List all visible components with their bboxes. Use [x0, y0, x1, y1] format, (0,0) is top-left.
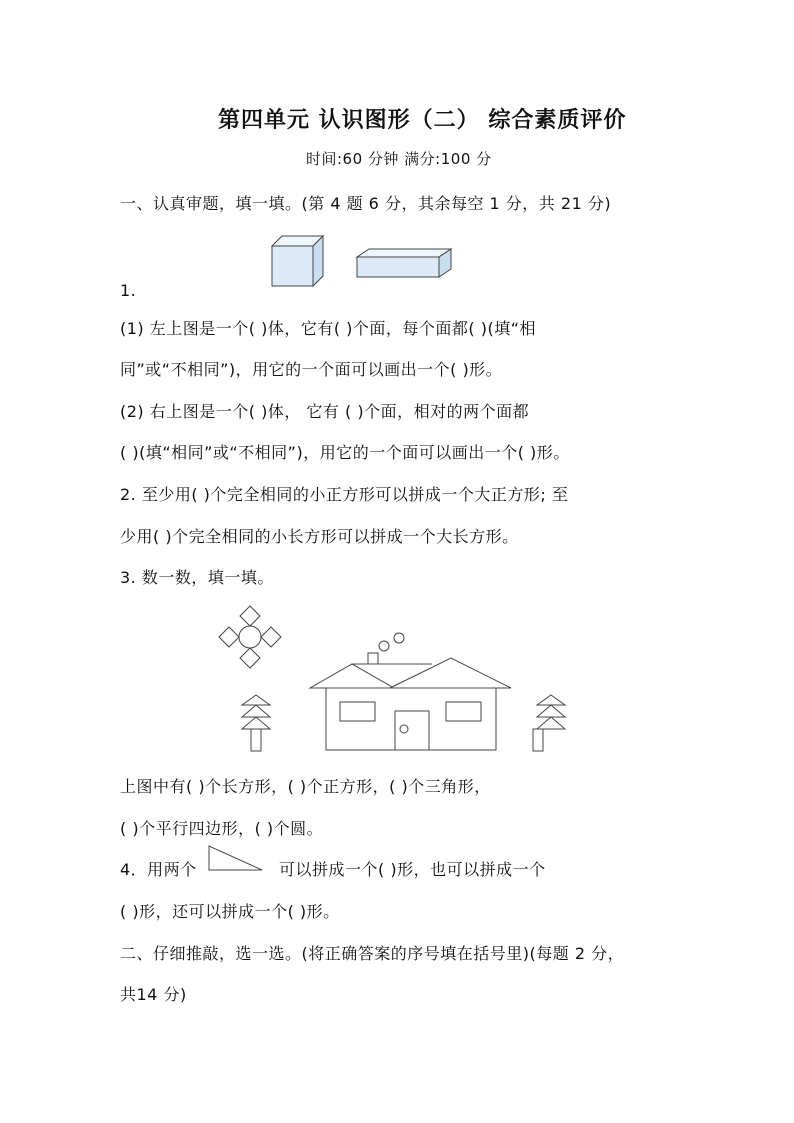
section-heading: 一、认真审题，填一填。(第 4 题 6 分，其余每空 1 分，共 21 分)	[120, 194, 612, 213]
cuboid-top-face	[357, 249, 451, 257]
flower-petal-top	[240, 606, 260, 626]
question-1-part1-line1: (1) 左上图是一个( )体，它有( )个面，每个面都( )(填“相	[120, 319, 536, 338]
question-1-part2-line1: (2) 右上图是一个( )体， 它有 ( )个面，相对的两个面都	[120, 402, 530, 421]
right-triangle-figure	[208, 845, 264, 871]
cuboid-figure	[355, 247, 453, 279]
right-tree-mid-triangle	[537, 705, 565, 717]
house-figure	[310, 633, 511, 750]
question-1-number: 1.	[120, 281, 137, 300]
page-title: 第四单元 认识图形（二） 综合素质评价	[218, 108, 627, 133]
cube-front-face	[272, 246, 313, 286]
question-3-answer-line1: 上图中有( )个长方形，( )个正方形，( )个三角形，	[120, 777, 491, 796]
right-roof-triangle	[390, 658, 511, 688]
left-tree-figure	[242, 695, 270, 751]
right-tree-figure	[533, 695, 565, 751]
flower-center-circle	[239, 626, 261, 648]
door-knob-circle	[400, 725, 408, 733]
cuboid-front-face	[357, 257, 439, 277]
question-2-line1: 2. 至少用( )个完全相同的小正方形可以拼成一个大正方形; 至	[120, 485, 569, 504]
smoke-circle-large	[394, 633, 404, 643]
flower-figure	[219, 606, 281, 668]
shapes-picture	[214, 602, 516, 754]
question-1-part1-line2: 同”或“不相同”)，用它的一个面可以画出一个( )形。	[120, 360, 503, 379]
right-window	[446, 702, 481, 721]
right-triangle-shape	[209, 846, 262, 870]
question-3-answer-line2: ( )个平行四边形，( )个圆。	[120, 819, 324, 838]
left-roof-triangle	[310, 664, 394, 688]
left-tree-top-triangle	[242, 695, 270, 705]
question-2-line2: 少用( )个完全相同的小长方形可以拼成一个大长方形。	[120, 527, 519, 546]
right-tree-low-triangle	[537, 717, 565, 729]
question-4-line1-start: 4．用两个	[120, 860, 197, 879]
question-3-prompt: 3. 数一数，填一填。	[120, 568, 274, 587]
right-tree-top-triangle	[537, 695, 565, 705]
exam-info: 时间:60 分钟 满分:100 分	[306, 150, 492, 168]
flower-petal-left	[219, 627, 239, 647]
question-4-line2: ( )形，还可以拼成一个( )形。	[120, 902, 340, 921]
question-4-line1-end: 可以拼成一个( )形，也可以拼成一个	[279, 860, 546, 879]
section-2-heading-line2: 共14 分)	[120, 985, 187, 1004]
right-tree-trunk	[533, 729, 543, 751]
chimney	[368, 653, 378, 664]
section-2-heading-line1: 二、仔细推敲，选一选。(将正确答案的序号填在括号里)(每题 2 分，	[120, 944, 625, 963]
left-window	[340, 702, 375, 721]
left-tree-low-triangle	[242, 717, 270, 729]
cube-figure	[270, 234, 326, 288]
left-tree-mid-triangle	[242, 705, 270, 717]
flower-petal-bottom	[240, 648, 260, 668]
flower-petal-right	[261, 627, 281, 647]
left-tree-trunk	[251, 729, 261, 751]
question-1-part2-line2: ( )(填“相同”或“不相同”)，用它的一个面可以画出一个( )形。	[120, 443, 570, 462]
smoke-circle-small	[379, 641, 389, 651]
